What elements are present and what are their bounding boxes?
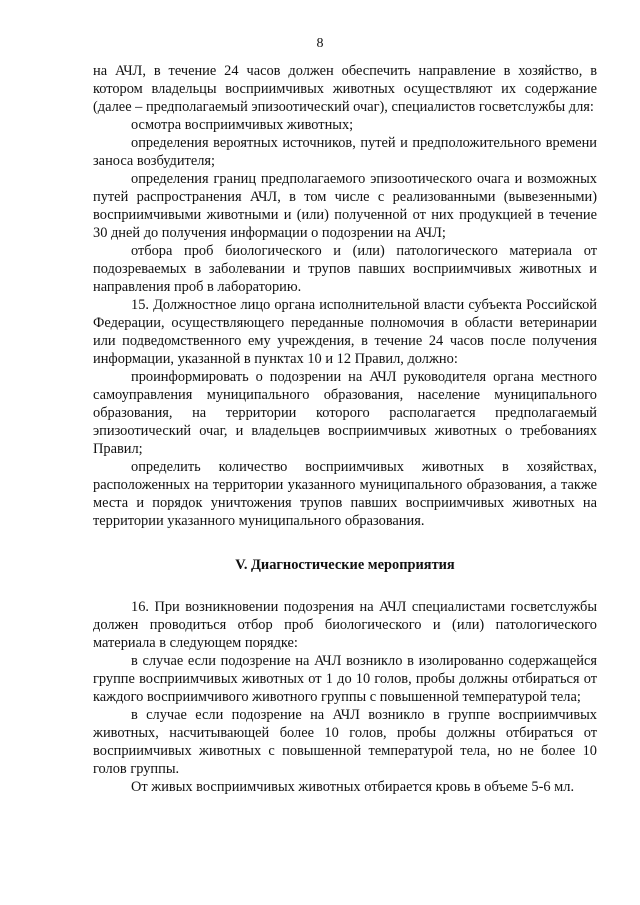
paragraph-sources: определения вероятных источников, путей и предположительного времени заноса возбудителя; <box>93 135 597 169</box>
paragraph-item-16: 16. При возникновении подозрения на АЧЛ специалистами госветслужбы должен проводиться отбор проб биологического и (или) патологического материала в следующем порядке: <box>93 599 597 651</box>
paragraph-case-large: в случае если подозрение на АЧЛ возникло в группе восприимчивых животных, насчитывающей более 10 голов, пробы должны отбираться от восприимчивых животных с повышенной температурой тела, но не более 10 голов группы. <box>93 707 597 777</box>
paragraph-case-isolated: в случае если подозрение на АЧЛ возникло в изолированно содержащейся группе восприимчивых животных от 1 до 10 голов, пробы должны отбираться от каждого восприимчивого животного группы с повышенной температурой тела; <box>93 653 597 705</box>
paragraph-continuation: на АЧЛ, в течение 24 часов должен обеспечить направление в хозяйство, в котором владельцы восприимчивых животных осуществляют их содержание (далее – предполагаемый эпизоотический очаг), специалистов госветслужбы для: <box>93 63 597 115</box>
paragraph-boundaries: определения границ предполагаемого эпизоотического очага и возможных путей распространения АЧЛ, в том числе с реализованными (вывезенными) восприимчивыми животными и (или) полученной от них продукцией в течение 30 дней до получения информации о подозрении на АЧЛ; <box>93 171 597 241</box>
paragraph-inform: проинформировать о подозрении на АЧЛ руководителя органа местного самоуправления муниципального образования, население муниципального образования, на территории которого располагается предполагаемый эпизоотический очаг, и владельцев восприимчивых животных о требованиях Правил; <box>93 369 597 457</box>
paragraph-blood: От живых восприимчивых животных отбирается кровь в объеме 5-6 мл. <box>131 779 575 795</box>
paragraph-determine: определить количество восприимчивых животных в хозяйствах, расположенных на территории указанного муниципального образования, а также места и порядок уничтожения трупов павших восприимчивых животных на территории указанного муниципального образования. <box>93 459 597 529</box>
paragraphs-before-section <box>93 62 597 530</box>
section-heading: V. Диагностические мероприятия <box>235 557 455 573</box>
paragraph-item-15: 15. Должностное лицо органа исполнительной власти субъекта Российской Федерации, осуществляющего переданные полномочия в области ветеринарии или подведомственного ему учреждения, в течение 24 часов после получения информации, указанной в пунктах 10 и 12 Правил, должно: <box>93 297 597 367</box>
paragraphs-after-section <box>93 598 597 796</box>
page-number: 8 <box>316 36 324 51</box>
document-body <box>93 62 597 796</box>
paragraph-inspection: осмотра восприимчивых животных; <box>131 117 354 133</box>
paragraph-sampling: отбора проб биологического и (или) патологического материала от подозреваемых в заболевании и трупов павших восприимчивых животных и направления проб в лабораторию. <box>93 243 597 295</box>
